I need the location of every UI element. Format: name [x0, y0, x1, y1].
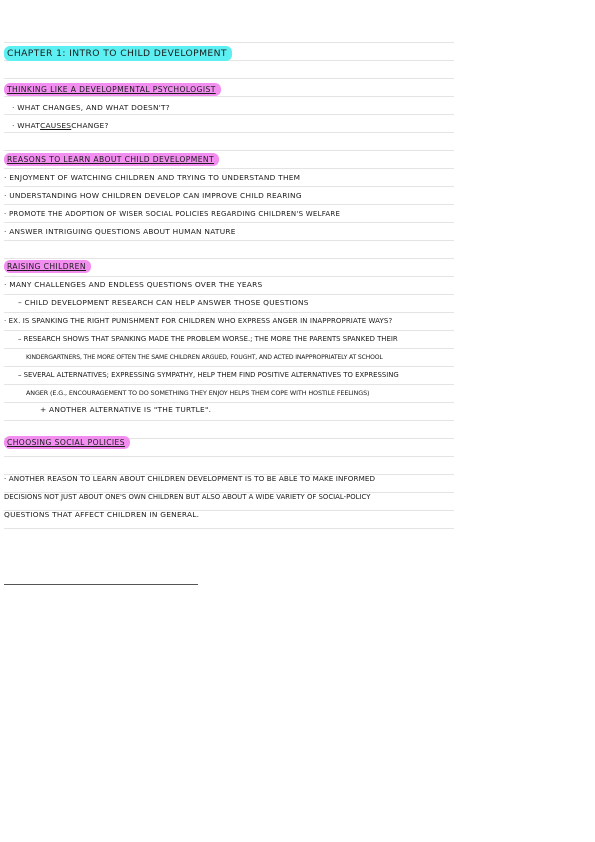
bullet-text: · WHAT [12, 121, 41, 130]
bullet-line [4, 276, 456, 294]
bullet-text: · UNDERSTANDING HOW CHILDREN DEVELOP CAN IMPROVE CHILD REARING [4, 191, 302, 200]
bullet-line [4, 223, 456, 241]
footnote-divider [4, 584, 198, 585]
paragraph-line [4, 470, 456, 488]
section-heading-thinking: THINKING LIKE A DEVELOPMENTAL PSYCHOLOGIST [4, 83, 221, 96]
paragraph-text: DECISIONS NOT JUST ABOUT ONE'S OWN CHILDREN BUT ALSO ABOUT A WIDE VARIETY OF SOCIAL-POLICY [4, 493, 371, 501]
bullet-line [4, 169, 456, 187]
bullet-text: · EX. IS SPANKING THE RIGHT PUNISHMENT FOR CHILDREN WHO EXPRESS ANGER IN INAPPROPRIATE WAYS? [4, 317, 393, 325]
bullet-line [12, 117, 464, 135]
section-heading-raising: RAISING CHILDREN [4, 260, 91, 273]
bullet-line [4, 312, 456, 330]
bullet-line [4, 205, 456, 223]
section-heading-row [4, 434, 456, 452]
plus-bullet-line [40, 401, 492, 419]
bullet-text: – SEVERAL ALTERNATIVES; EXPRESSING SYMPATHY, HELP THEM FIND POSITIVE ALTERNATIVES TO EXPRESSING [18, 371, 399, 379]
chapter-title: CHAPTER 1: INTRO TO CHILD DEVELOPMENT [4, 46, 232, 61]
continuation-line [26, 348, 456, 366]
continuation-line [26, 384, 456, 402]
bullet-text: KINDERGARTNERS, THE MORE OFTEN THE SAME CHILDREN ARGUED, FOUGHT, AND ACTED INAPPROPRIATELY AT SCHOOL [26, 354, 383, 361]
paragraph-text: · ANOTHER REASON TO LEARN ABOUT CHILDREN DEVELOPMENT IS TO BE ABLE TO MAKE INFORMED [4, 474, 376, 483]
section-heading-row [4, 151, 456, 169]
bullet-text: · ENJOYMENT OF WATCHING CHILDREN AND TRYING TO UNDERSTAND THEM [4, 173, 301, 182]
bullet-text: – CHILD DEVELOPMENT RESEARCH CAN HELP ANSWER THOSE QUESTIONS [18, 298, 309, 307]
bullet-text: · PROMOTE THE ADOPTION OF WISER SOCIAL POLICIES REGARDING CHILDREN'S WELFARE [4, 210, 341, 218]
bullet-text: CHANGE? [71, 121, 109, 130]
bullet-line [4, 187, 456, 205]
ruled-line [4, 42, 454, 43]
section-heading-reasons: REASONS TO LEARN ABOUT CHILD DEVELOPMENT [4, 153, 219, 166]
section-heading-policies: CHOOSING SOCIAL POLICIES [4, 436, 130, 449]
underlined-word: CAUSES [40, 121, 72, 130]
sub-bullet-line [18, 294, 470, 312]
ruled-line [4, 528, 454, 529]
section-heading-row [4, 81, 456, 99]
section-heading-row [4, 258, 456, 276]
sub-bullet-line [18, 330, 456, 348]
ruled-line [4, 420, 454, 421]
sub-bullet-line [18, 366, 456, 384]
bullet-text: · WHAT CHANGES, AND WHAT DOESN'T? [12, 103, 170, 112]
bullet-text: ANGER (E.G., ENCOURAGEMENT TO DO SOMETHING THEY ENJOY HELPS THEM COPE WITH HOSTILE FEELINGS) [26, 389, 370, 397]
chapter-title-row [4, 44, 456, 64]
ruled-line [4, 456, 454, 457]
paragraph-text: QUESTIONS THAT AFFECT CHILDREN IN GENERAL. [4, 510, 200, 519]
bullet-line [12, 99, 464, 117]
bullet-text: · ANSWER INTRIGUING QUESTIONS ABOUT HUMAN NATURE [4, 227, 236, 236]
bullet-text: · MANY CHALLENGES AND ENDLESS QUESTIONS OVER THE YEARS [4, 280, 263, 289]
bullet-text: – RESEARCH SHOWS THAT SPANKING MADE THE PROBLEM WORSE.; THE MORE THE PARENTS SPANKED THEIR [18, 335, 398, 343]
paragraph-line [4, 506, 456, 524]
paragraph-line [4, 488, 456, 506]
ruled-line [4, 78, 454, 79]
bullet-text: + ANOTHER ALTERNATIVE IS "THE TURTLE". [40, 405, 212, 414]
